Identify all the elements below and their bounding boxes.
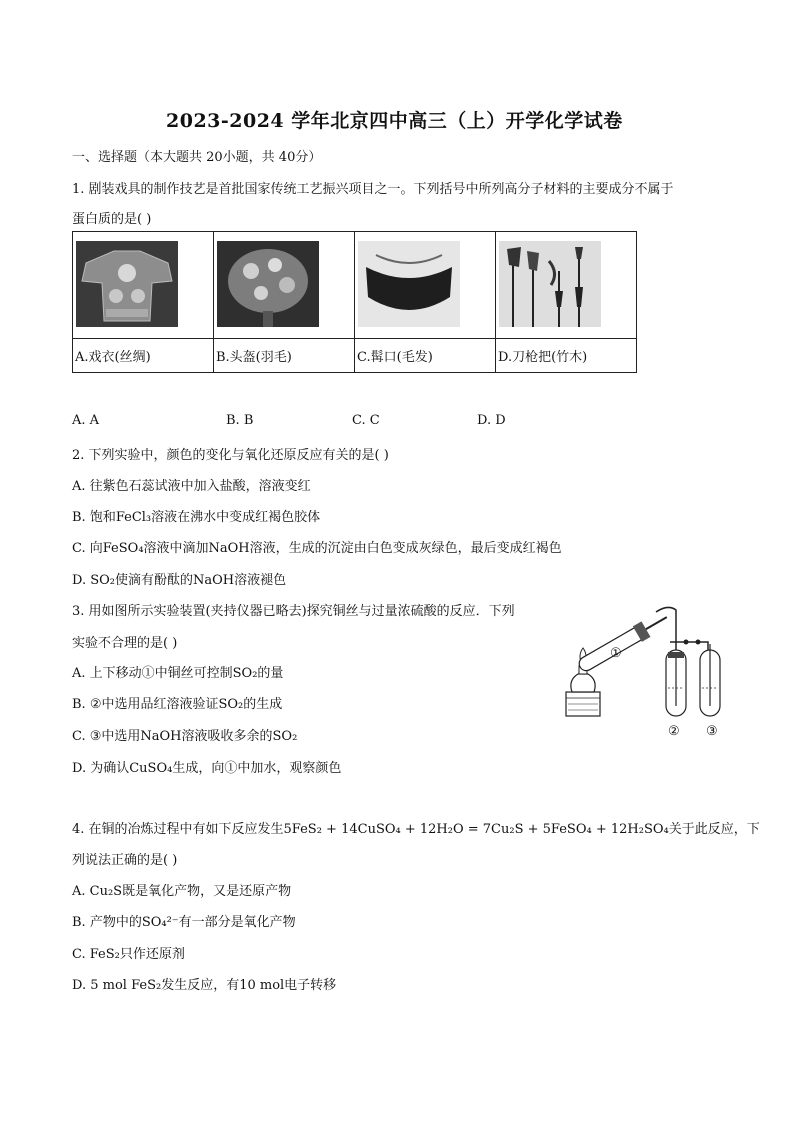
q4-option-a[interactable]: A. Cu₂S既是氧化产物，又是还原产物 — [72, 884, 292, 899]
q4-stem-line1: 4. 在铜的冶炼过程中有如下反应发生5FeS₂ + 14CuSO₄ + 12H₂O = 7Cu₂S + 5FeSO₄ + 12H₂SO₄关于此反应，下 — [72, 822, 760, 837]
figure-label-1: ① — [610, 646, 622, 661]
q3-option-b[interactable]: B. ②中选用品红溶液验证SO₂的生成 — [72, 697, 283, 712]
q4-stem-line2: 列说法正确的是( ) — [72, 853, 178, 868]
q1-cell-b — [214, 232, 355, 339]
q1-cell-c — [355, 232, 496, 339]
q1-stem-line2: 蛋白质的是( ) — [72, 212, 152, 227]
q4-option-b[interactable]: B. 产物中的SO₄²⁻有一部分是氧化产物 — [72, 915, 296, 930]
q3-option-d[interactable]: D. 为确认CuSO₄生成，向①中加水，观察颜色 — [72, 761, 342, 776]
q3-stem-line1: 3. 用如图所示实验装置(夹持仪器已略去)探究铜丝与过量浓硫酸的反应．下列 — [72, 604, 515, 619]
q1-option-d[interactable]: D. D — [477, 413, 506, 428]
q1-caption-c: C.髯口(毛发) — [355, 339, 496, 373]
q1-caption-d: D.刀枪把(竹木) — [496, 339, 637, 373]
q2-option-d[interactable]: D. SO₂使滴有酚酞的NaOH溶液褪色 — [72, 573, 287, 588]
helmet-drawing — [217, 241, 319, 327]
q3-apparatus-figure — [558, 596, 738, 746]
page-title: 2023-2024 学年北京四中高三（上）开学化学试卷 — [166, 110, 623, 132]
q3-stem-line2: 实验不合理的是( ) — [72, 636, 178, 651]
q3-option-a[interactable]: A. 上下移动①中铜丝可控制SO₂的量 — [72, 666, 284, 681]
q4-option-d[interactable]: D. 5 mol FeS₂发生反应，有10 mol电子转移 — [72, 978, 337, 993]
q1-cell-a — [73, 232, 214, 339]
q1-option-b[interactable]: B. B — [226, 413, 254, 428]
figure-label-2: ② — [668, 724, 680, 739]
q1-image-table — [72, 231, 637, 373]
weapons-drawing — [499, 241, 601, 327]
q1-caption-b: B.头盔(羽毛) — [214, 339, 355, 373]
section-heading: 一、选择题（本大题共 20小题，共 40分） — [72, 150, 322, 165]
q1-stem-line1: 1. 剧装戏具的制作技艺是首批国家传统工艺振兴项目之一。下列括号中所列高分子材料的主要成分不属于 — [72, 182, 674, 197]
beard-drawing — [358, 241, 460, 327]
q1-option-a[interactable]: A. A — [72, 413, 100, 428]
q3-option-c[interactable]: C. ③中选用NaOH溶液吸收多余的SO₂ — [72, 729, 298, 744]
q2-option-c[interactable]: C. 向FeSO₄溶液中滴加NaOH溶液，生成的沉淀由白色变成灰绿色，最后变成红褐色 — [72, 541, 562, 556]
opera-robe-drawing — [76, 241, 178, 327]
figure-label-3: ③ — [706, 724, 718, 739]
q2-stem: 2. 下列实验中，颜色的变化与氧化还原反应有关的是( ) — [72, 448, 389, 463]
q1-cell-d — [496, 232, 637, 339]
q1-option-c[interactable]: C. C — [352, 413, 380, 428]
q2-option-a[interactable]: A. 往紫色石蕊试液中加入盐酸，溶液变红 — [72, 479, 311, 494]
q1-caption-a: A.戏衣(丝绸) — [73, 339, 214, 373]
q2-option-b[interactable]: B. 饱和FeCl₃溶液在沸水中变成红褐色胶体 — [72, 510, 321, 525]
weapons-image — [499, 241, 601, 327]
beard-image — [358, 241, 460, 327]
helmet-image — [217, 241, 319, 327]
opera-robe-image — [76, 241, 178, 327]
q4-option-c[interactable]: C. FeS₂只作还原剂 — [72, 947, 185, 962]
